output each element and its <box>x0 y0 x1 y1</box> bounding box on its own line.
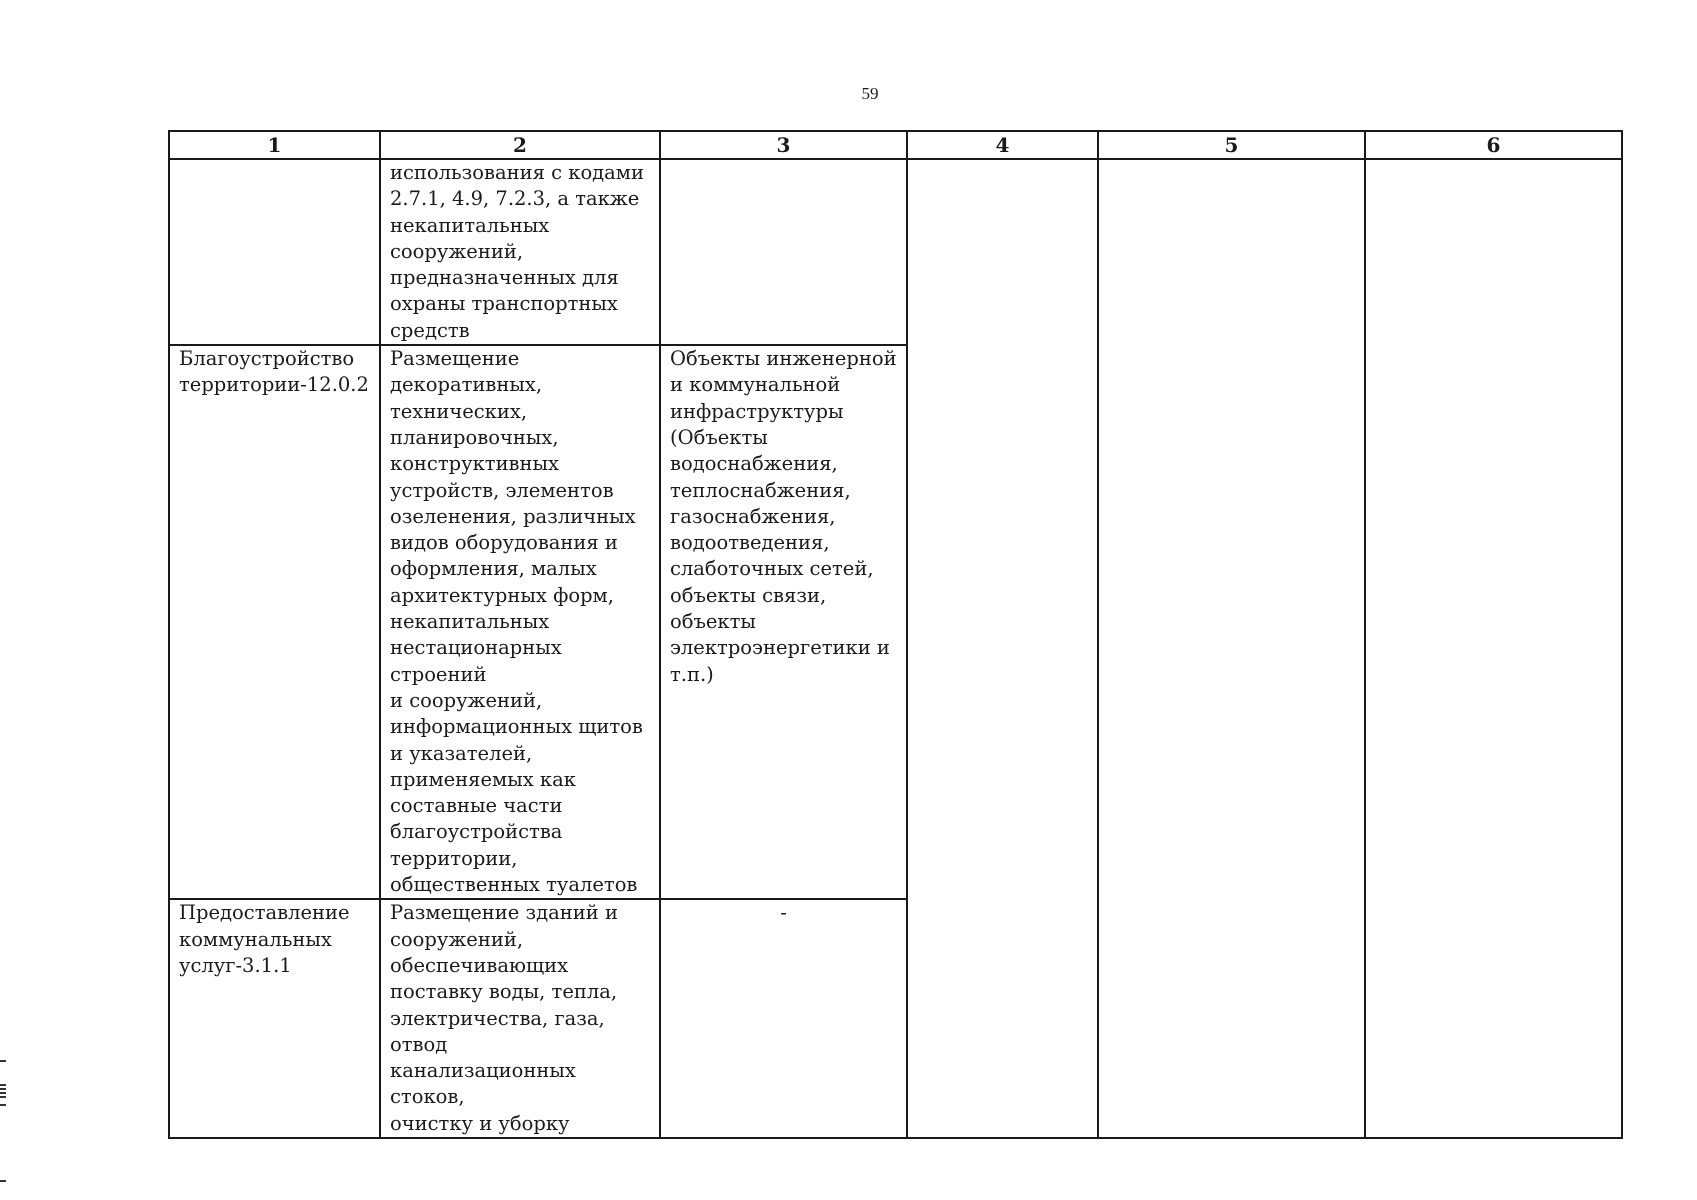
col5-cell <box>1098 159 1365 1138</box>
row2-col1-text: Благоустройство территории-12.0.2 <box>179 347 369 397</box>
row1-col2-text: использования с кодами 2.7.1, 4.9, 7.2.3, а также некапитальных сооружений, предназначенных для охраны транспортных средств <box>390 161 644 342</box>
row3-col3-cell <box>660 899 907 1138</box>
row3-col1-cell <box>169 899 380 1138</box>
row1-col2-cell <box>380 159 660 345</box>
column-header-5: 5 <box>1098 131 1365 159</box>
col6-cell <box>1365 159 1622 1138</box>
row2-col3-text: Объекты инженерной и коммунальной инфраструктуры (Объекты водоснабжения, теплоснабжения, газоснабжения, водоотведения, слаботочных сетей, объекты связи, объекты электроэнергетики и т.п.) <box>670 347 897 686</box>
row1-col3-cell <box>660 159 907 345</box>
column-header-1: 1 <box>169 131 380 159</box>
column-header-3: 3 <box>660 131 907 159</box>
column-header-6: 6 <box>1365 131 1622 159</box>
document-table <box>168 130 1623 1139</box>
row3-col1-text: Предоставление коммунальных услуг-3.1.1 <box>179 901 350 977</box>
row1-col1-cell <box>169 159 380 345</box>
row2-col2-text: Размещение декоративных, технических, планировочных, конструктивных устройств, элементов озеленения, различных видов оборудования и оформления, малых архитектурных форм, некапитальных нестационарных строений и сооружений, информационных щитов и указателей, применяемых как составные части благоустройства территории, общественных туалетов <box>390 347 643 897</box>
scan-margin-marks <box>0 1060 8 1190</box>
row2-col3-cell <box>660 345 907 899</box>
row2-col1-cell <box>169 345 380 899</box>
col4-cell <box>907 159 1098 1138</box>
column-header-2: 2 <box>380 131 660 159</box>
column-header-4: 4 <box>907 131 1098 159</box>
page-number: 59 <box>861 84 879 103</box>
row3-col2-cell <box>380 899 660 1138</box>
row3-col2-text: Размещение зданий и сооружений, обеспечивающих поставку воды, тепла, электричества, газа, отвод канализационных стоков, очистку и уборку <box>390 901 618 1135</box>
row3-col3-text: - <box>780 901 787 925</box>
table-header-row <box>169 131 1622 159</box>
table-row <box>169 159 1622 345</box>
row2-col2-cell <box>380 345 660 899</box>
